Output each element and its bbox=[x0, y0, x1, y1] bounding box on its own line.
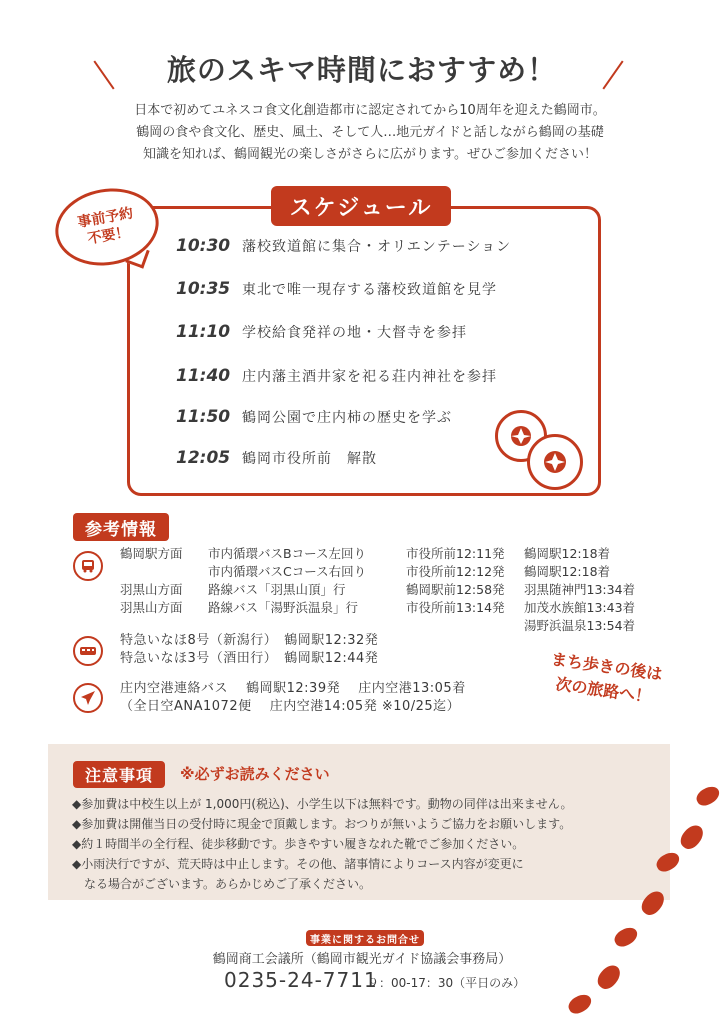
air-line: 庄内空港連絡バス 鶴岡駅12:39発 庄内空港13:05着 bbox=[120, 681, 466, 696]
intro-line: 知識を知れば、鶴岡観光の楽しさがさらに広がります。ぜひご参加ください！ bbox=[143, 147, 597, 162]
bus-cell bbox=[120, 563, 208, 581]
bus-cell: 市役所前12:12発 bbox=[406, 564, 505, 579]
bus-cell: 羽黒山方面 bbox=[120, 582, 183, 597]
schedule-desc: 藩校致道館に集合・オリエンテーション bbox=[242, 239, 512, 255]
schedule-title: スケジュール bbox=[271, 186, 451, 226]
bus-cell: 鶴岡駅12:18着 bbox=[524, 564, 611, 579]
train-line: 特急いなほ3号（酒田行） 鶴岡駅12:44発 bbox=[120, 651, 379, 666]
intro-text bbox=[90, 100, 650, 166]
table-row bbox=[120, 545, 635, 563]
schedule-time: 11:10 bbox=[176, 322, 231, 342]
bus-cell: 鶴岡駅前12:58発 bbox=[406, 582, 505, 597]
intro-line: 鶴岡の食や食文化、歴史、風土、そして人…地元ガイドと話しながら鶴岡の基礎 bbox=[136, 125, 604, 140]
schedule-row bbox=[176, 232, 596, 260]
schedule-desc: 東北で唯一現存する藩校致道館を見学 bbox=[242, 282, 497, 298]
bus-cell bbox=[406, 617, 524, 635]
notes-list bbox=[72, 794, 573, 894]
walk-note-line: 次の旅路へ！ bbox=[554, 674, 653, 707]
schedule-time: 12:05 bbox=[176, 448, 231, 468]
reference-title: 参考情報 bbox=[73, 513, 169, 541]
contact-phone[interactable]: 0235-24-7711 bbox=[224, 968, 378, 992]
schedule-time: 10:35 bbox=[176, 279, 231, 299]
schedule-desc: 鶴岡市役所前 解散 bbox=[242, 451, 377, 467]
list-item: ◆参加費は開催当日の受付時に現金で頂戴します。おつりが無いようご協力をお願いします。 bbox=[72, 817, 572, 831]
bus-cell: 市役所前12:11発 bbox=[406, 546, 505, 561]
list-item: ◆参加費は中校生以上が 1,000円(税込)、小学生以下は無料です。動物の同伴は出来ません。 bbox=[72, 797, 573, 811]
schedule-row bbox=[176, 275, 596, 303]
list-item: ◆小雨決行ですが、荒天時は中止します。その他、諸事情によりコース内容が変更に bbox=[72, 857, 524, 871]
schedule-desc: 鶴岡公園で庄内柿の歴史を学ぶ bbox=[242, 410, 452, 426]
contact-label: 事業に関するお問合せ bbox=[306, 930, 424, 946]
intro-line: 日本で初めてユネスコ食文化創造都市に認定されてから10周年を迎えた鶴岡市。 bbox=[134, 103, 606, 118]
bus-cell: 湯野浜温泉13:54着 bbox=[524, 618, 636, 633]
list-item: ◆約１時間半の全行程、徒歩移動です。歩きやすい履きなれた靴でご参加ください。 bbox=[72, 837, 525, 851]
bus-cell: 市役所前13:14発 bbox=[406, 600, 505, 615]
bus-cell: 市内循環バスCコース右回り bbox=[208, 564, 367, 579]
notes-title: 注意事項 bbox=[73, 761, 165, 788]
schedule-desc: 学校給食発祥の地・大督寺を参拝 bbox=[242, 325, 467, 341]
bus-cell: 路線バス「羽黒山頂」行 bbox=[208, 582, 346, 597]
bus-table bbox=[120, 545, 635, 635]
bus-cell: 路線バス「湯野浜温泉」行 bbox=[208, 600, 359, 615]
badge-line: 不要！ bbox=[86, 224, 131, 248]
airplane-icon bbox=[73, 683, 103, 713]
bus-cell: 市内循環バスBコース左回り bbox=[208, 546, 366, 561]
contact-org: 鶴岡商工会議所（鶴岡市観光ガイド協議会事務局） bbox=[212, 952, 512, 967]
bus-icon bbox=[73, 551, 103, 581]
walk-note bbox=[517, 643, 692, 714]
bus-cell: 鶴岡駅方面 bbox=[120, 546, 183, 561]
bus-cell: 羽黒山方面 bbox=[120, 600, 183, 615]
bus-cell: 加茂水族館13:43着 bbox=[524, 600, 636, 615]
schedule-time: 10:30 bbox=[176, 236, 231, 256]
list-item: なる場合がございます。あらかじめご了承ください。 bbox=[72, 877, 372, 891]
table-row bbox=[120, 563, 635, 581]
schedule-row bbox=[176, 362, 596, 390]
air-line: （全日空ANA1072便 庄内空港14:05発 ※10/25迄） bbox=[120, 699, 461, 714]
table-row bbox=[120, 599, 635, 617]
badge-line: 事前予約 bbox=[76, 205, 135, 231]
schedule-time: 11:50 bbox=[176, 407, 231, 427]
contact-hours: ９：00-17：30（平日のみ） bbox=[367, 976, 526, 990]
walk-note-line: まち歩きの後は bbox=[549, 649, 664, 684]
bus-cell: 羽黒随神門13:34着 bbox=[524, 582, 636, 597]
persimmon-icon bbox=[527, 434, 583, 490]
notes-subtitle: ※必ずお読みください bbox=[180, 765, 330, 783]
train-icon bbox=[73, 636, 103, 666]
train-line: 特急いなほ8号（新潟行） 鶴岡駅12:32発 bbox=[120, 633, 379, 648]
bus-cell: 鶴岡駅12:18着 bbox=[524, 546, 611, 561]
schedule-row bbox=[176, 318, 596, 346]
schedule-desc: 庄内藩主酒井家を祀る荘内神社を参拝 bbox=[242, 369, 497, 385]
page-title: 旅のスキマ時間におすすめ！ bbox=[166, 53, 558, 87]
headline bbox=[0, 48, 724, 89]
schedule-time: 11:40 bbox=[176, 366, 231, 386]
table-row bbox=[120, 581, 635, 599]
